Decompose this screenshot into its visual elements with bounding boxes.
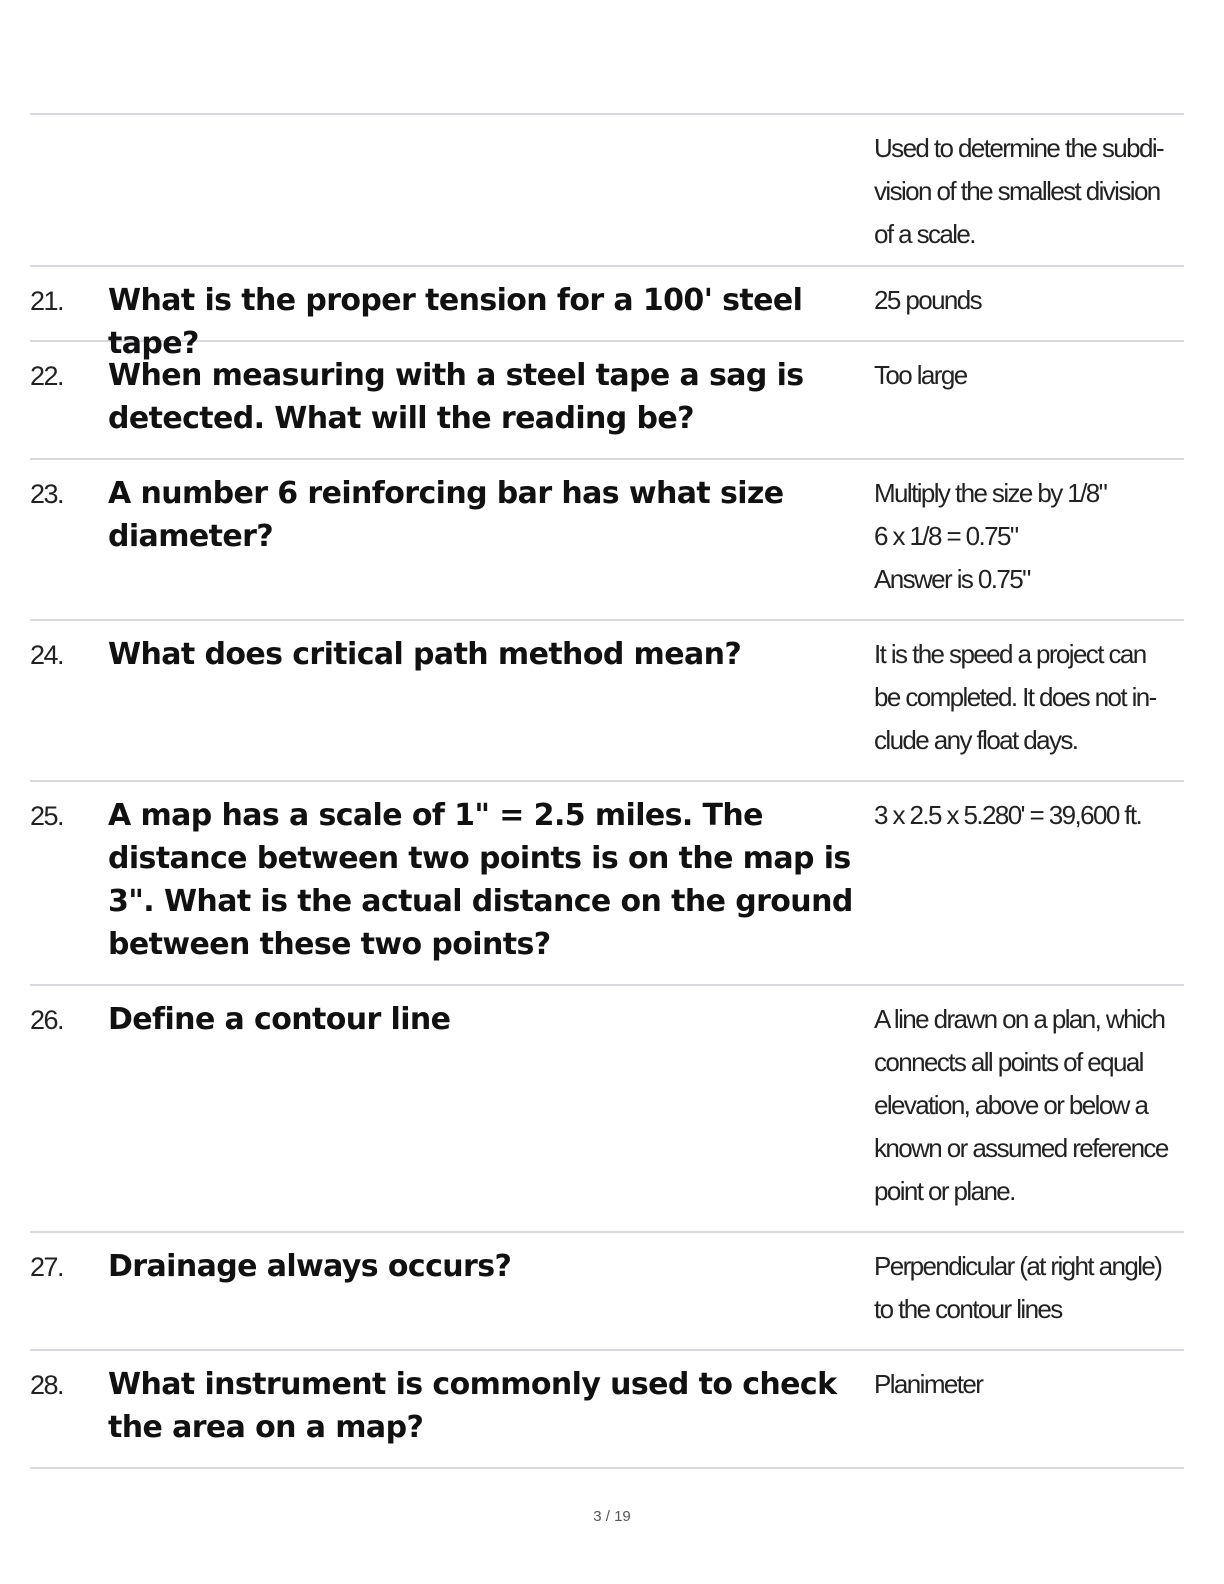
table-row <box>30 115 1184 267</box>
answer-text: Planimeter <box>874 1369 983 1399</box>
table-row <box>30 1233 1184 1351</box>
table-row <box>30 782 1184 986</box>
question-number: 24. <box>30 640 64 670</box>
question-number: 25. <box>30 801 64 831</box>
question-text <box>108 127 874 265</box>
answer-text: It is the speed a project can be completed. It does not in- clude any float days. <box>874 639 1156 755</box>
answer-text: Multiply the size by 1/8" 6 x 1/8 = 0.75" Answer is 0.75" <box>874 478 1107 594</box>
question-number: 26. <box>30 1005 64 1035</box>
page-number: 3 / 19 <box>593 1508 631 1525</box>
question-text: Drainage always occurs? <box>108 1249 512 1284</box>
question-number: 22. <box>30 361 64 391</box>
table-row <box>30 1351 1184 1469</box>
question-number: 21. <box>30 286 64 316</box>
answer-text: Perpendicular (at right angle) to the contour lines <box>874 1251 1162 1324</box>
question-text: What does critical path method mean? <box>108 637 742 672</box>
question-text: A number 6 reinforcing bar has what size diameter? <box>108 476 784 554</box>
question-text: What instrument is commonly used to check the area on a map? <box>108 1367 837 1445</box>
answer-text: Too large <box>874 360 967 390</box>
question-text: What is the proper tension for a 100' steel tape? <box>108 283 803 361</box>
question-number: 27. <box>30 1252 64 1282</box>
question-number: 23. <box>30 479 64 509</box>
question-number: 28. <box>30 1370 64 1400</box>
answer-text: Used to determine the subdi- vision of the smallest division of a scale. <box>874 133 1164 249</box>
answer-text: A line drawn on a plan, which connects all points of equal elevation, above or below a known or assumed reference point or plane. <box>874 1004 1168 1206</box>
question-number <box>30 127 108 265</box>
question-text: A map has a scale of 1" = 2.5 miles. The distance between two points is on the map is 3". What is the actual distance on the ground between these two points? <box>108 798 853 962</box>
table-row <box>30 460 1184 621</box>
question-text: When measuring with a steel tape a sag is detected. What will the reading be? <box>108 358 804 436</box>
qa-table <box>30 113 1184 1469</box>
answer-text: 3 x 2.5 x 5.280' = 39,600 ft. <box>874 800 1142 830</box>
table-row <box>30 621 1184 782</box>
table-row <box>30 986 1184 1233</box>
table-row <box>30 342 1184 460</box>
question-text: Define a contour line <box>108 1002 451 1037</box>
answer-text: 25 pounds <box>874 285 982 315</box>
table-row <box>30 267 1184 361</box>
